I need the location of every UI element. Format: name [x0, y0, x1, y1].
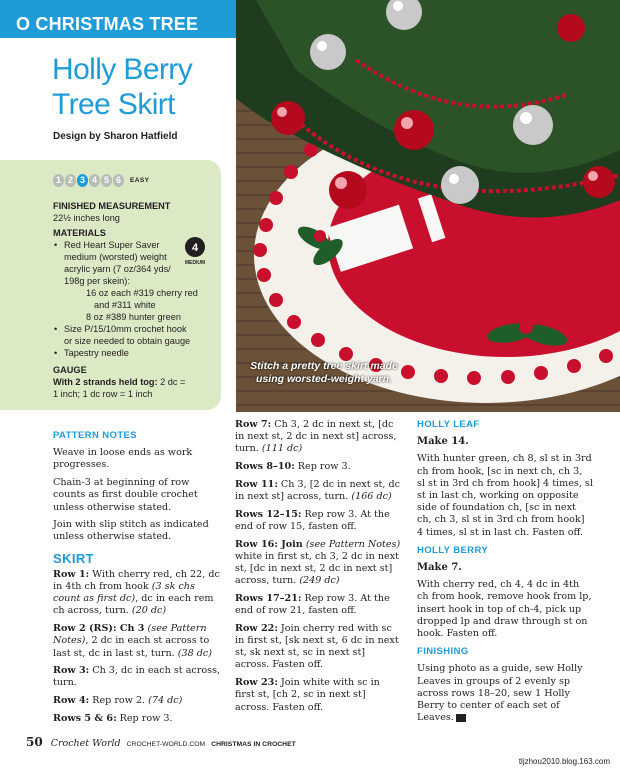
- magazine-site: CROCHET-WORLD.COM: [126, 741, 206, 748]
- yarn-weight-icon: [184, 236, 206, 266]
- pattern-notes-heading: PATTERN NOTES: [53, 430, 138, 441]
- holly-berry-make: Make 7.: [417, 562, 462, 574]
- material-needle: • Tapestry needle: [53, 347, 221, 359]
- finished-heading: FINISHED MEASUREMENT: [53, 201, 171, 211]
- skirt-rows-8-10: Rows 8–10: Rep row 3.: [235, 461, 351, 473]
- issue-name: CHRISTMAS IN CROCHET: [211, 741, 296, 748]
- skirt-rows-5-6: Rows 5 & 6: Rep row 3.: [53, 712, 173, 724]
- section-title: O CHRISTMAS TREE: [16, 14, 199, 34]
- column-2: [235, 419, 401, 719]
- svg-text:4: 4: [191, 242, 199, 254]
- page-footer: [26, 735, 296, 749]
- skirt-row-2: Row 2 (RS): Ch 3 (see Pattern Notes), 2 dc in each st across to last st, dc in last st, turn. (38 dc): [53, 623, 213, 659]
- finished-value: 22½ inches long: [53, 213, 120, 223]
- pattern-title: [52, 52, 192, 122]
- skill-level: [53, 174, 149, 187]
- designer-credit: Design by Sharon Hatfield: [53, 131, 178, 142]
- skirt-row-23: Row 23: Join white with sc in first st, [ch 2, sc in next st] across. Fasten off.: [235, 677, 380, 713]
- holly-leaf-heading: HOLLY LEAF: [417, 419, 480, 430]
- svg-text:MEDIUM: MEDIUM: [184, 260, 206, 266]
- tree-skirt-illustration: [236, 0, 620, 412]
- holly-leaf-text: With hunter green, ch 8, sl st in 3rd ch from hook, [sc in next ch, ch 3, sl st in 3rd ch from hook] 4 times, sl st in last ch, working on opposite side of foundation ch, [sc in next ch, ch 3, sl st in 3rd ch from hook] 4 times, sl st in last ch. Fasten off.: [417, 453, 593, 538]
- holly-berry-text: With cherry red, ch 4, 4 dc in 4th ch from hook, remove hook from lp, insert hook in top of ch-4, pick up dropped lp and draw through st on hook. Fasten off.: [417, 579, 592, 640]
- caption-line2: using worsted-weight yarn.: [256, 373, 392, 385]
- skirt-row-11: Row 11: Ch 3, [2 dc in next st, dc in next st] across, turn. (166 dc): [235, 478, 401, 503]
- finishing-heading: FINISHING: [417, 646, 469, 658]
- column-1: [53, 430, 223, 731]
- note-3: Join with slip stitch as indicated unless otherwise stated.: [53, 519, 209, 543]
- skill-label: EASY: [130, 177, 150, 184]
- tree-skirt-photo: [236, 0, 620, 412]
- skirt-heading: SKIRT: [53, 550, 94, 566]
- note-1: Weave in loose ends as work progresses.: [53, 447, 193, 471]
- skill-dot-6: 6: [113, 174, 124, 187]
- skirt-row-1: Row 1: With cherry red, ch 22, dc in 4th ch from hook (3 sk chs count as first dc), dc in each rem ch across, turn. (20 dc): [53, 568, 220, 617]
- watermark: tljzhou2010.blog.163.com: [518, 757, 610, 766]
- materials-heading: MATERIALS: [53, 228, 106, 238]
- magazine-name: Crochet World: [50, 738, 121, 749]
- pattern-title-line2: Tree Skirt: [52, 88, 175, 121]
- note-2: Chain-3 at beginning of row counts as first double crochet unless otherwise stated.: [53, 477, 198, 513]
- skill-dot-2: 2: [65, 174, 76, 187]
- skill-dot-5: 5: [101, 174, 112, 187]
- caption-line1: Stitch a pretty tree skirt made: [250, 360, 398, 372]
- finishing-text: Using photo as a guide, sew Holly Leaves in groups of 2 evenly sp across rows 18–20, sew 1 Holly Berry to center of each set of Leaves.: [417, 663, 583, 724]
- skirt-row-7: Row 7: Ch 3, 2 dc in next st, [dc in next st, 2 dc in next st] across, turn. (111 dc): [235, 419, 397, 455]
- gauge-heading: GAUGE: [53, 365, 87, 375]
- end-of-pattern-icon: [456, 714, 466, 722]
- finished-measurement: [53, 200, 221, 224]
- material-yarn: • Red Heart Super Saver medium (worsted) weight acrylic yarn (7 oz/364 yds/ 198g per skein): 16 oz each #319 cherry red and #311 white 8 oz #389 hunter green: [53, 239, 221, 323]
- skirt-rows-12-15: Rows 12–15: Rep row 3. At the end of row 15, fasten off.: [235, 508, 390, 532]
- column-3: [417, 419, 593, 730]
- page-number: 50: [26, 735, 43, 749]
- skirt-row-22: Row 22: Join cherry red with sc in first st, [sk next st, 6 dc in next st, sk next st, sc in next st] across. Fasten off.: [235, 622, 399, 671]
- skirt-row-3: Row 3: Ch 3, dc in each st across, turn.: [53, 665, 221, 689]
- section-header-bar: [0, 0, 236, 38]
- skill-dot-3: 3: [77, 174, 88, 187]
- gauge: GAUGE With 2 strands held tog: 2 dc = 1 inch; 1 dc row = 1 inch: [53, 364, 221, 400]
- skirt-row-16: Row 16: Join (see Pattern Notes) white in first st, ch 3, 2 dc in next st, [dc in next st, 2 dc in next st] across, turn. (249 dc): [235, 538, 401, 587]
- photo-caption: [242, 360, 406, 386]
- skirt-row-4: Row 4: Rep row 2. (74 dc): [53, 695, 183, 707]
- skill-dot-1: 1: [53, 174, 64, 187]
- pattern-title-line1: Holly Berry: [52, 53, 193, 86]
- holly-leaf-make: Make 14.: [417, 436, 469, 448]
- material-hook: • Size P/15/10mm crochet hook or size needed to obtain gauge: [53, 323, 221, 347]
- skill-dot-4: 4: [89, 174, 100, 187]
- holly-berry-heading: HOLLY BERRY: [417, 544, 489, 556]
- skirt-rows-17-21: Rows 17–21: Rep row 3. At the end of row 21, fasten off.: [235, 592, 390, 617]
